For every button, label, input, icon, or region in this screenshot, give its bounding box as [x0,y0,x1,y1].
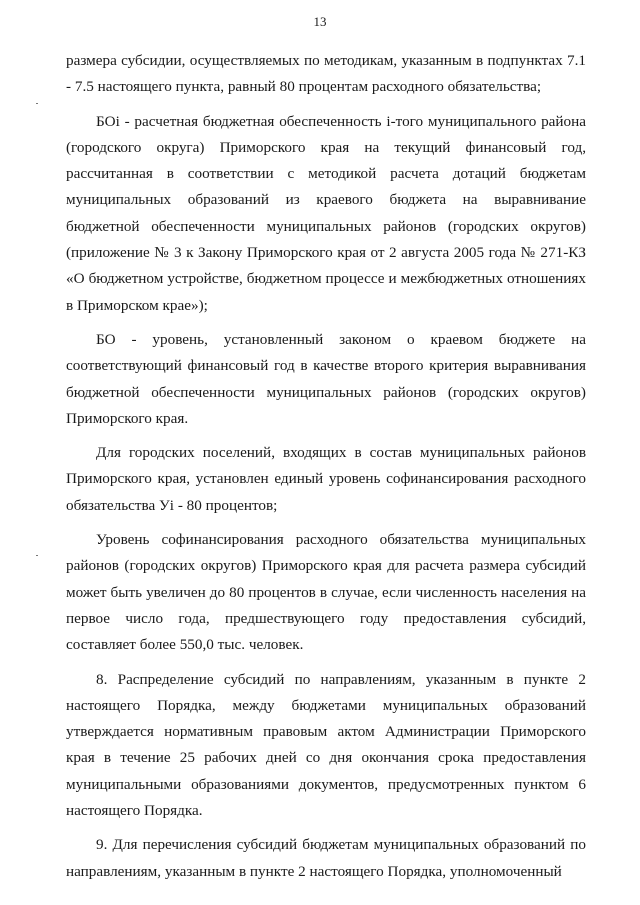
paragraph-urban-settlements: Для городских поселений, входящих в состав муниципальных районов Приморского края, установлен единый уровень софинансирования расходного обязательства Уi - 80 процентов; [66,444,586,514]
paragraph-item-9: 9. Для перечисления субсидий бюджетам муниципальных образований по направлениям, указанным в пункте 2 настоящего Порядка, уполномоченный [66,836,586,880]
margin-mark [36,103,38,104]
document-body [66,48,586,885]
paragraph-bo-definition: БО - уровень, установленный законом о краевом бюджете на соответствующий финансовый год в качестве второго критерия выравнивания бюджетной обеспеченности муниципальных районов (городских округов) Приморского края. [66,330,586,427]
margin-mark [36,555,38,556]
paragraph-item-8: 8. Распределение субсидий по направлениям, указанным в пункте 2 настоящего Порядка, между бюджетами муниципальных образований утверждается нормативным правовым актом Администрации Приморского края в течение 25 рабочих дней со дня окончания срока предоставления муниципальными образованиями документов, предусмотренных пунктом 6 настоящего Порядка. [66,670,586,820]
page-number: 13 [313,14,327,29]
paragraph-boi-definition: БОi - расчетная бюджетная обеспеченность i-того муниципального района (городского округа) Приморского края на текущий финансовый год, рассчитанная в соответствии с методикой расчета дотаций бюджетам муниципальных образований из краевого бюджета на выравнивание бюджетной обеспеченности муниципальных районов (городских округов) (приложение № 3 к Закону Приморского края от 2 августа 2005 года № 271-КЗ «О бюджетном устройстве, бюджетном процессе и межбюджетных отношениях в Приморском крае»); [66,112,586,314]
paragraph-cofinancing-level: Уровень софинансирования расходного обязательства муниципальных районов (городских округов) Приморского края для расчета размера субсидий может быть увеличен до 80 процентов в случае, если численность населения на первое число года, предшествующего году предоставления субсидий, составляет более 550,0 тыс. человек. [66,531,586,654]
paragraph-continuation: размера субсидии, осуществляемых по методикам, указанным в подпунктах 7.1 - 7.5 настоящего пункта, равный 80 процентам расходного обязательства; [66,52,586,96]
